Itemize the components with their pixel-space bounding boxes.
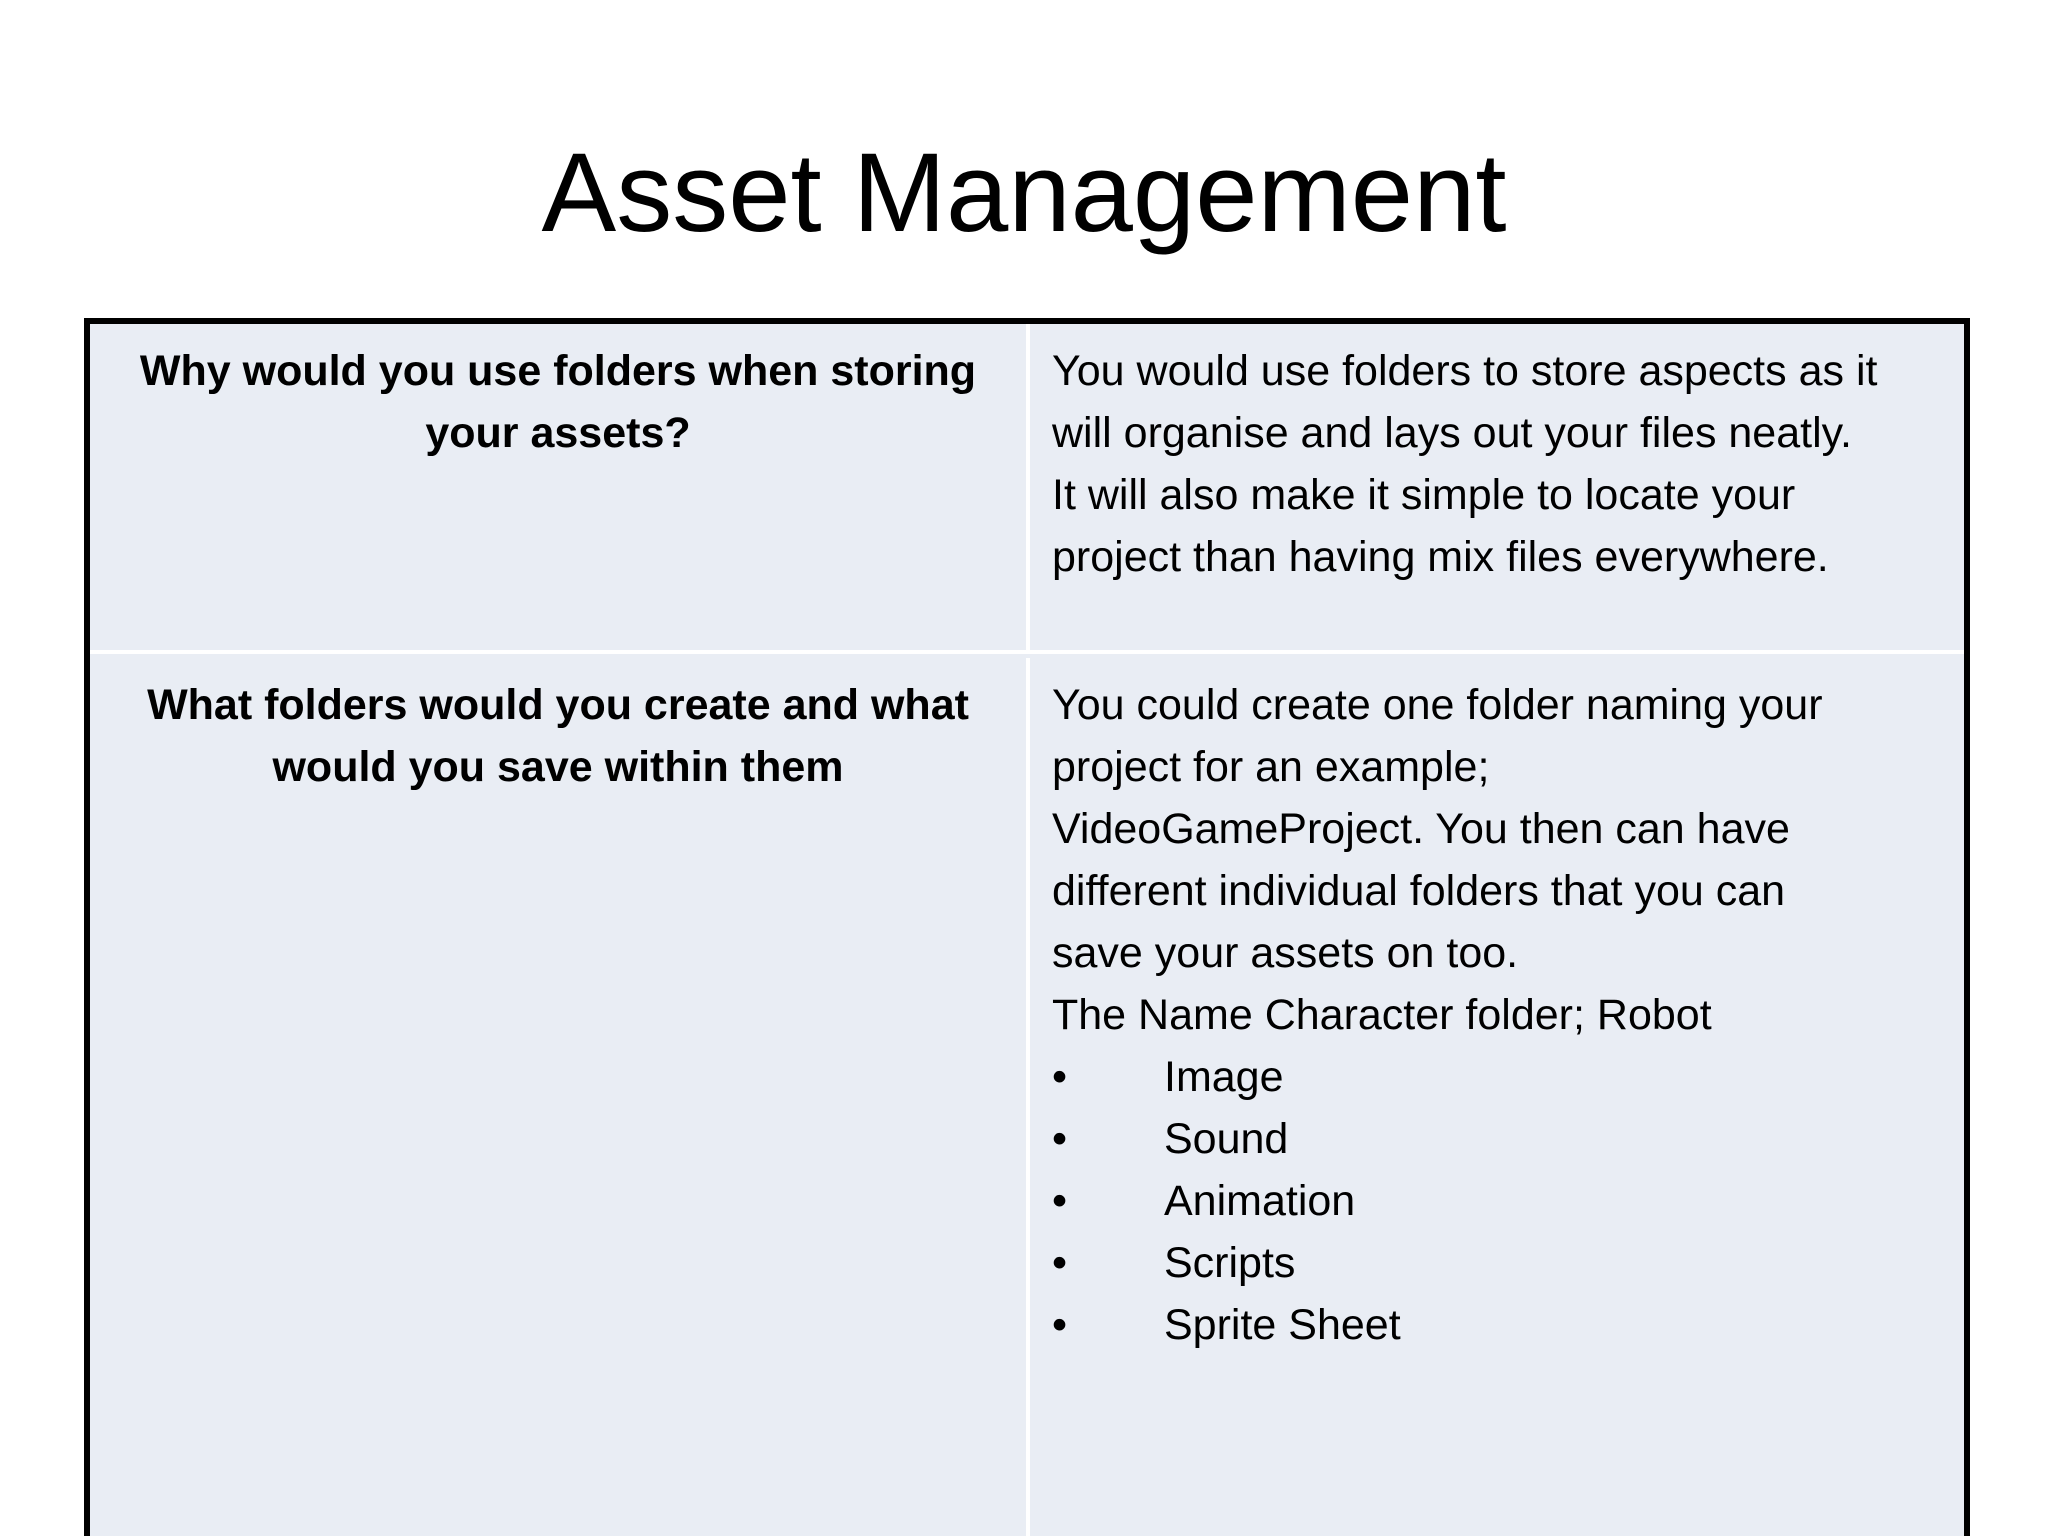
bullet-icon: •	[1052, 1239, 1068, 1287]
table-row	[90, 324, 1964, 654]
bullet-icon: •	[1052, 1053, 1068, 1101]
answer-line: will organise and lays out your files neatly.	[1052, 409, 1852, 457]
bullet-icon: •	[1052, 1301, 1068, 1349]
answer-line: The Name Character folder; Robot	[1052, 991, 1712, 1039]
answer-line: You would use folders to store aspects as it	[1052, 347, 1878, 395]
answer-line: It will also make it simple to locate your	[1052, 471, 1796, 519]
list-item-label: Image	[1164, 1053, 1284, 1101]
answer-line: project for an example;	[1052, 743, 1490, 791]
answer-line: different individual folders that you can	[1052, 867, 1786, 915]
list-item	[1052, 1108, 1942, 1170]
answer-line: You could create one folder naming your	[1052, 681, 1823, 729]
answer-cell	[1030, 658, 1964, 1536]
list-item	[1052, 1232, 1942, 1294]
answer-line: VideoGameProject. You then can have	[1052, 805, 1790, 853]
bullet-icon: •	[1052, 1177, 1068, 1225]
question-cell: Why would you use folders when storing your assets?	[90, 324, 1030, 650]
list-item	[1052, 1294, 1942, 1356]
list-item-label: Sprite Sheet	[1164, 1301, 1401, 1349]
folder-list	[1052, 1046, 1942, 1356]
list-item-label: Sound	[1164, 1115, 1289, 1163]
slide-title: Asset Management	[541, 130, 1507, 255]
bullet-icon: •	[1052, 1115, 1068, 1163]
answer-line: save your assets on too.	[1052, 929, 1519, 977]
answer-line: project than having mix files everywhere.	[1052, 533, 1829, 581]
question-cell: What folders would you create and what would you save within them	[90, 658, 1030, 1536]
list-item-label: Scripts	[1164, 1239, 1296, 1287]
list-item-label: Animation	[1164, 1177, 1356, 1225]
qa-table	[84, 318, 1970, 1536]
table-row	[90, 658, 1964, 1536]
answer-cell	[1030, 324, 1964, 650]
list-item	[1052, 1170, 1942, 1232]
list-item	[1052, 1046, 1942, 1108]
